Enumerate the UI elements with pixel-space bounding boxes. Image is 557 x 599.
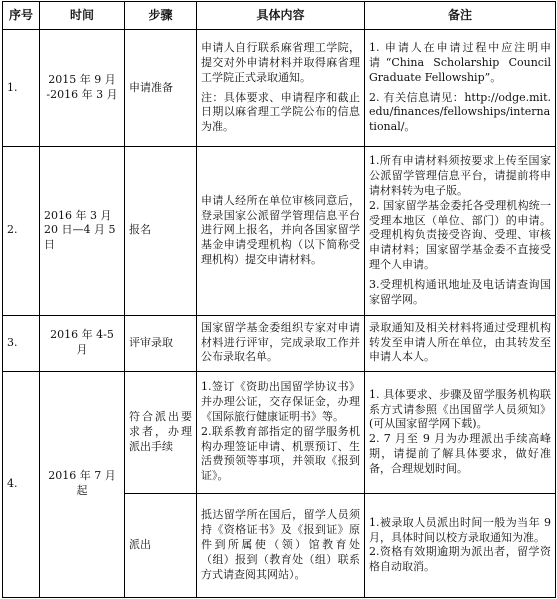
row-step: 派出 bbox=[125, 493, 197, 597]
row-time: 2016 年 4-5 月 bbox=[40, 315, 125, 371]
note-paragraph: 录取通知及相关材料将通过受理机构转发至申请人所在单位，由其转发至申请人本人。 bbox=[369, 320, 551, 364]
content-paragraph: 申请人经所在单位审核同意后，登录国家公派留学管理信息平台进行网上报名，并向各国家留学基金申请受理机构（以下简称受理机构）提交申请材料。 bbox=[201, 193, 360, 267]
table-row bbox=[3, 147, 556, 315]
row-notes bbox=[365, 493, 556, 597]
content-paragraph: 国家留学基金委组织专家对申请材料进行评审，完成录取工作并公布录取名单。 bbox=[201, 320, 360, 364]
note-paragraph: 1.所有申请材料须按要求上传至国家公派留学管理信息平台，请提前将申请材料转为电子版。 bbox=[369, 154, 551, 197]
note-paragraph: 1. 申请人在申请过程中应注明申请“China Scholarship Council Graduate Fellowship”。 bbox=[369, 41, 551, 84]
row-step: 符合派出要求者，办理派出手续 bbox=[125, 371, 197, 493]
row-step: 报名 bbox=[125, 147, 197, 315]
note-paragraph: 2.资格有效期逾期为派出者，留学资格自动取消。 bbox=[369, 545, 551, 574]
header-content: 具体内容 bbox=[197, 2, 365, 30]
row-time: 2015 年 9 月 -2016 年 3 月 bbox=[40, 30, 125, 147]
content-paragraph: 1.签订《资助出国留学协议书》并办理公证，交存保证金，办理《国际旅行健康证明书》等。 bbox=[201, 380, 360, 423]
note-paragraph: 3.受理机构通讯地址及电话请查询国家留学网。 bbox=[369, 277, 551, 306]
row-content bbox=[197, 315, 365, 371]
row-notes bbox=[365, 371, 556, 493]
row-time: 2016 年 7 月起 bbox=[40, 371, 125, 597]
schedule-table-container bbox=[2, 1, 555, 598]
row-step: 申请准备 bbox=[125, 30, 197, 147]
row-time: 2016 年 3 月 20 日—4 月 5 日 bbox=[40, 147, 125, 315]
row-notes bbox=[365, 147, 556, 315]
note-paragraph: 1.被录取人员派出时间一般为当年 9 月，具体时间以校方录取通知为准。 bbox=[369, 515, 551, 544]
note-paragraph: 1. 具体要求、步骤及留学服务机构联系方式请参照《出国留学人员须知》(可从国家留学网下载)。 bbox=[369, 387, 551, 431]
row-notes bbox=[365, 315, 556, 371]
header-step: 步骤 bbox=[125, 2, 197, 30]
content-paragraph: 抵达留学所在国后，留学人员须持《资格证书》及《报到证》原件到所属使（领）馆教育处（组）报到（教育处（组）联系方式请查阅其网站）。 bbox=[201, 508, 360, 581]
table-row bbox=[3, 315, 556, 371]
row-content bbox=[197, 30, 365, 147]
row-index: 2. bbox=[3, 147, 40, 315]
row-notes bbox=[365, 30, 556, 147]
table-row bbox=[3, 371, 556, 493]
content-paragraph: 申请人自行联系麻省理工学院，提交对外申请材料并取得麻省理工学院正式录取通知。 bbox=[201, 41, 360, 84]
note-paragraph: 2. 国家留学基金委托各受理机构统一受理本地区（单位、部门）的申请。受理机构负责接受咨询、受理、审核申请材料；国家留学基金委不直接受理个人申请。 bbox=[369, 198, 551, 272]
header-notes: 备注 bbox=[365, 2, 556, 30]
header-time: 时间 bbox=[40, 2, 125, 30]
row-index: 3. bbox=[3, 315, 40, 371]
content-paragraph: 2.联系教育部指定的留学服务机构办理签证申请、机票预订、生活费预领等事项，并领取《报到证》。 bbox=[201, 424, 360, 483]
content-paragraph: 注：具体要求、申请程序和截止日期以麻省理工学院公布的信息为准。 bbox=[201, 90, 360, 134]
header-index: 序号 bbox=[3, 2, 40, 30]
row-content bbox=[197, 147, 365, 315]
row-content bbox=[197, 493, 365, 597]
table-row bbox=[3, 30, 556, 147]
header-row bbox=[3, 2, 556, 30]
note-paragraph: 2. 有关信息请见：http://odge.mit.edu/finances/fellowships/international/。 bbox=[369, 90, 551, 134]
schedule-table bbox=[2, 1, 556, 598]
row-content bbox=[197, 371, 365, 493]
row-index: 1. bbox=[3, 30, 40, 147]
row-index: 4. bbox=[3, 371, 40, 597]
note-paragraph: 2. 7 月至 9 月为办理派出手续高峰期，请提前了解具体要求，做好准备，合理规划时间。 bbox=[369, 432, 551, 475]
row-step: 评审录取 bbox=[125, 315, 197, 371]
